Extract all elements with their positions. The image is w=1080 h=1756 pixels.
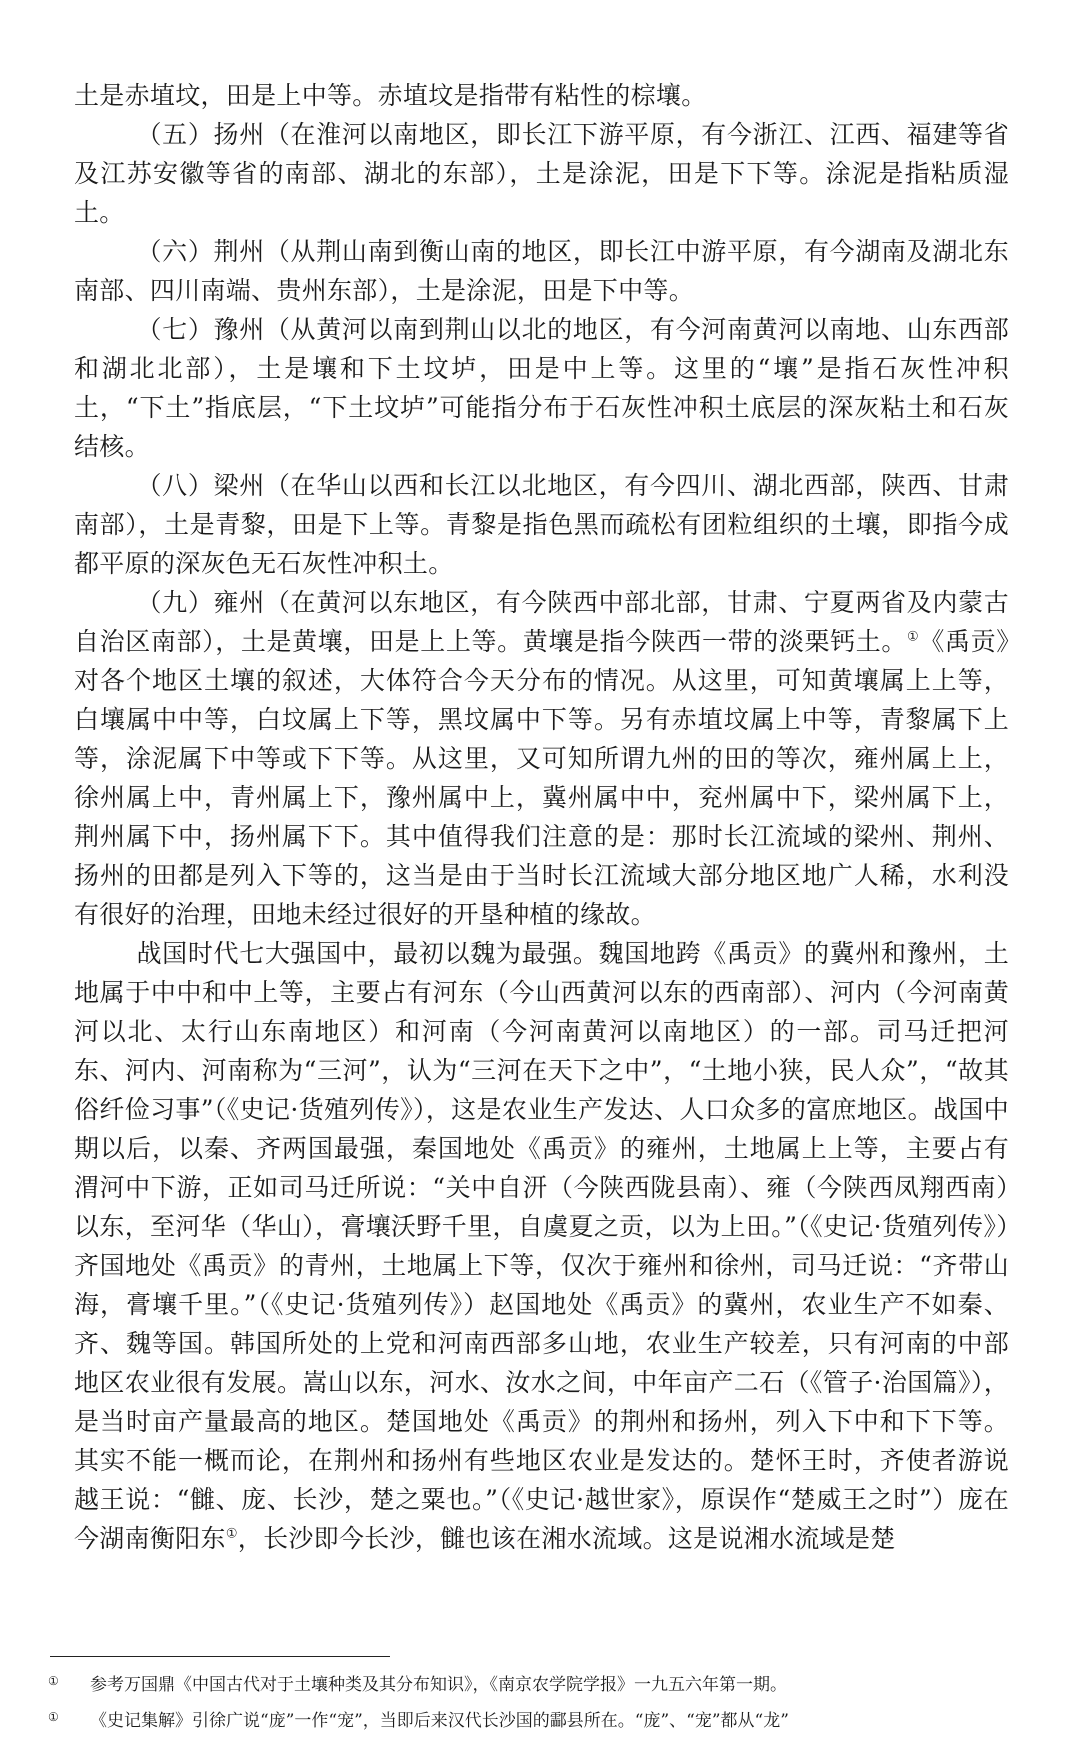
footnote-text: 参考万国鼎《中国古代对于土壤种类及其分布知识》，《南京农学院学报》一九五六年第一期。 [90, 1675, 787, 1695]
paragraph-liangzhou [74, 466, 1009, 583]
footnote-item [48, 1668, 1038, 1704]
paragraph-p1 [74, 76, 1009, 115]
body-text [74, 76, 1009, 1558]
paragraph-yongzhou [74, 583, 1009, 934]
paragraph-text: （八）梁州（在华山以西和长江以北地区，有今四川、湖北西部，陕西、甘肃南部），土是青黎，田是下上等。青黎是指色黑而疏松有团粒组织的土壤，即指今成都平原的深灰色无石灰性冲积土。 [74, 471, 1009, 578]
paragraph-text: （五）扬州（在淮河以南地区，即长江下游平原，有今浙江、江西、福建等省及江苏安徽等省的南部、湖北的东部），土是涂泥，田是下下等。涂泥是指粘质湿土。 [74, 120, 1009, 227]
footnote-ref: ① [225, 1526, 238, 1542]
footnote-ref: ① [907, 629, 920, 645]
paragraph-text: （六）荆州（从荆山南到衡山南的地区，即长江中游平原，有今湖南及湖北东南部、四川南端、贵州东部），土是涂泥，田是下中等。 [74, 237, 1009, 305]
paragraph-text: 土是赤埴坟，田是上中等。赤埴坟是指带有粘性的棕壤。 [74, 81, 707, 110]
footnotes [48, 1668, 1038, 1740]
paragraph-text: （九）雍州（在黄河以东地区，有今陕西中部北部，甘肃、宁夏两省及内蒙古自治区南部），土是黄壤，田是上上等。黄壤是指今陕西一带的淡栗钙土。 [74, 588, 1009, 656]
paragraph-warring-states [74, 934, 1009, 1558]
paragraph-text: ，长沙即今长沙，雠也该在湘水流域。这是说湘水流域是楚 [237, 1524, 896, 1553]
paragraph-text: 战国时代七大强国中，最初以魏为最强。魏国地跨《禹贡》的冀州和豫州，土地属于中中和中上等，主要占有河东（今山西黄河以东的西南部）、河内（今河南黄河以北、太行山东南地区）和河南（今河南黄河以南地区）的一部。司马迁把河东、河内、河南称为“三河”，认为“三河在天下之中”，“土地小狭，民人众”，“故其俗纤俭习事”（《史记·货殖列传》），这是农业生产发达、人口众多的富庶地区。战国中期以后，以秦、齐两国最强，秦国地处《禹贡》的雍州，土地属上上等，主要占有渭河中下游，正如司马迁所说：“关中自汧（今陕西陇县南）、雍（今陕西凤翔西南）以东，至河华（华山），膏壤沃野千里，自虞夏之贡，以为上田。”（《史记·货殖列传》）齐国地处《禹贡》的青州，土地属上下等，仅次于雍州和徐州，司马迁说：“齐带山海，膏壤千里。”（《史记·货殖列传》）赵国地处《禹贡》的冀州，农业生产不如秦、齐、魏等国。韩国所处的上党和河南西部多山地，农业生产较差，只有河南的中部地区农业很有发展。嵩山以东，河水、汝水之间，中年亩产二石（《管子·治国篇》），是当时亩产量最高的地区。楚国地处《禹贡》的荆州和扬州，列入下中和下下等。其实不能一概而论，在荆州和扬州有些地区农业是发达的。楚怀王时，齐使者游说越王说：“雠、庞、长沙，楚之粟也。”（《史记·越世家》，原误作“楚威王之时”）庞在今湖南衡阳东 [74, 939, 1009, 1553]
footnote-text: 《史记集解》引徐广说“庞”一作“宠”，当即后来汉代长沙国的酃县所在。“庞”、“宠”都从“龙” [90, 1711, 789, 1731]
paragraph-text: 《禹贡》对各个地区土壤的叙述，大体符合今天分布的情况。从这里，可知黄壤属上上等，白壤属中中等，白坟属上下等，黑坟属中下等。另有赤埴坟属上中等，青黎属下上等，涂泥属下中等或下下等。从这里，又可知所谓九州的田的等次，雍州属上上，徐州属上中，青州属上下，豫州属中上，冀州属中中，兖州属中下，梁州属下上，荆州属下中，扬州属下下。其中值得我们注意的是：那时长江流域的梁州、荆州、扬州的田都是列入下等的，这当是由于当时长江流域大部分地区地广人稀，水利没有很好的治理，田地未经过很好的开垦种植的缘故。 [74, 627, 1009, 929]
paragraph-yuzhou [74, 310, 1009, 466]
footnote-item [48, 1704, 1038, 1740]
paragraph-jingzhou [74, 232, 1009, 310]
paragraph-text: （七）豫州（从黄河以南到荆山以北的地区，有今河南黄河以南地、山东西部和湖北北部），土是壤和下土坟垆，田是中上等。这里的“壤”是指石灰性冲积土，“下土”指底层，“下土坟垆”可能指分布于石灰性冲积土底层的深灰粘土和石灰结核。 [74, 315, 1009, 461]
footnote-divider [50, 1656, 390, 1657]
footnote-mark: ① [48, 1710, 59, 1724]
paragraph-yangzhou [74, 115, 1009, 232]
footnote-mark: ① [48, 1674, 59, 1688]
